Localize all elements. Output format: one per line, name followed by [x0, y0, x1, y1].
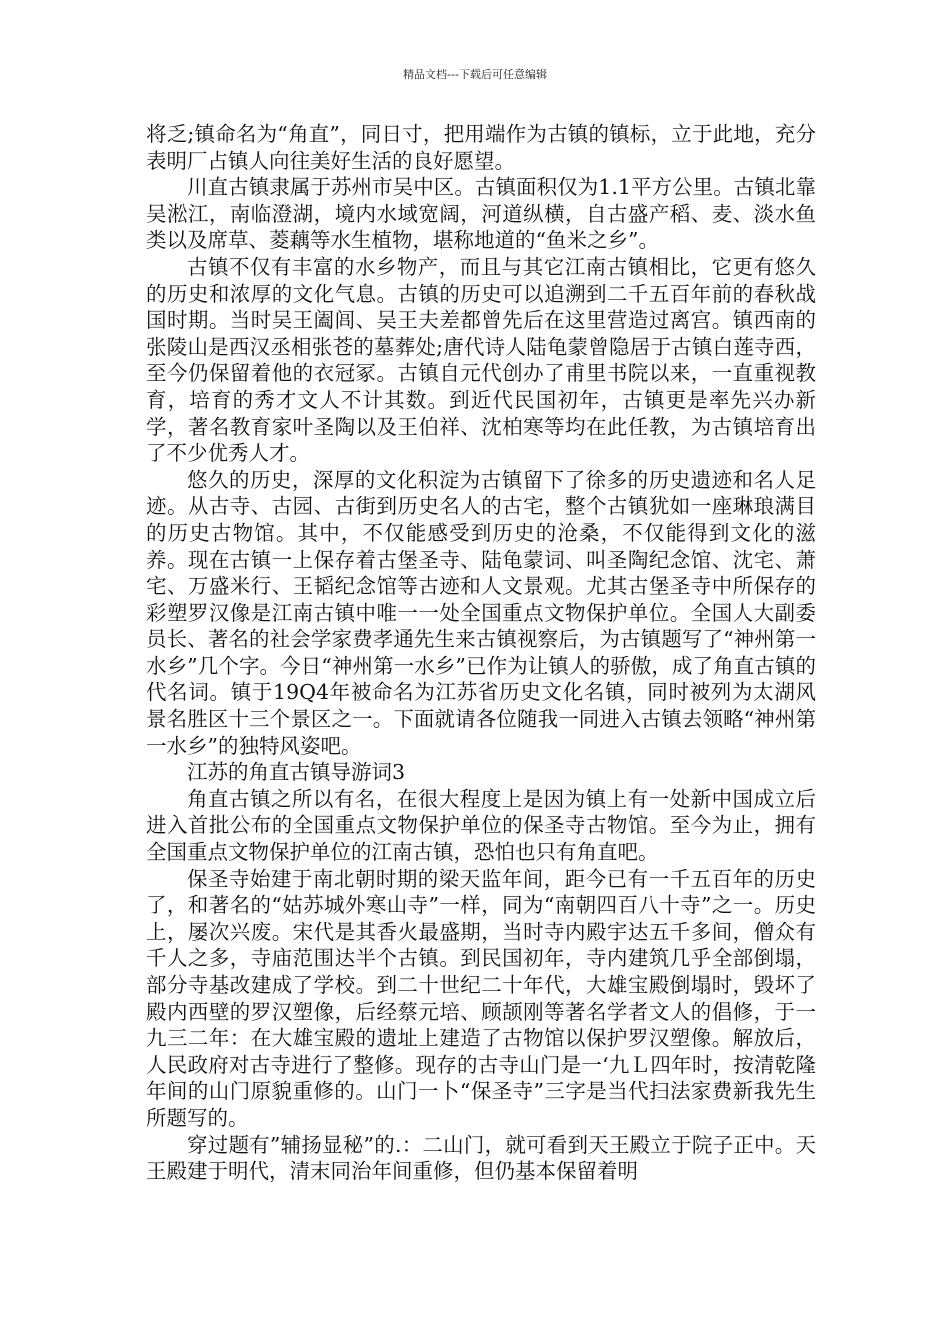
paragraph-7: 穿过题有”辅扬显秘”的.：二山门，就可看到天王殿立于院子正中。天王殿建于明代，清末同治年间重修，但仍基本保留着明 [146, 1132, 816, 1184]
paragraph-5: 角直古镇之所以有名，在很大程度上是因为镇上有一处新中国成立后进入首批公布的全国重点文物保护单位的保圣寺古物馆。至今为止，拥有全国重点文物保护单位的江南古镇，恐怕也只有角直吧。 [146, 786, 816, 865]
paragraph-6: 保圣寺始建于南北朝时期的梁天监年间，距今已有一千五百年的历史了，和著名的“姑苏城外寒山寺”一样，同为“南朝四百八十寺”之一。历史上，屡次兴废。宋代是其香火最盛期，当时寺内殿宇达五千多间，僧众有千人之多，寺庙范围达半个古镇。到民国初年，寺内建筑几乎全部倒塌，部分寺基改建成了学校。到二十世纪二十年代，大雄宝殿倒塌时，毁坏了殿内西壁的罗汉塑像，后经蔡元培、顾颉刚等著名学者文人的倡修，于一九三二年：在大雄宝殿的遗址上建造了古物馆以保护罗汉塑像。解放后，人民政府对古寺进行了整修。现存的古寺山门是一‘九Ｌ四年时，按清乾隆年间的山门原貌重修的。山门一卜“保圣寺”三字是当代扫法家费新我先生所题写的。 [146, 866, 816, 1130]
document-body [146, 121, 816, 1185]
paragraph-4: 悠久的历史，深厚的文化积淀为古镇留下了徐多的历史遗迹和名人足迹。从古寺、古园、古街到历史名人的古宅，整个古镇犹如一座琳琅满目的历史古物馆。其中，不仅能感受到历史的沧桑，不仅能得到文化的滋养。现在古镇一上保存着古堡圣寺、陆龟蒙词、叫圣陶纪念馆、沈宅、萧宅、万盛米行、王韬纪念馆等古迹和人文景观。尤其古堡圣寺中所保存的彩塑罗汉像是江南古镇中唯一一处全国重点文物保护单位。全国人大副委员长、著名的社会学家费孝通先生来古镇视察后，为古镇题写了“神州第一水乡”几个字。今日“神州第一水乡”已作为让镇人的骄傲，成了角直古镇的代名词。镇于19Q4年被命名为江苏省历史文化名镇，同时被列为太湖风景名胜区十三个景区之一。下面就请各位随我一同进入古镇去领略“神州第一水乡”的独特风姿吧。 [146, 467, 816, 758]
paragraph-1: 将乏;镇命名为“角直”，同日寸，把用端作为古镇的镇标，立于此地，充分表明厂占镇人向往美好生活的良好愿望。 [146, 122, 816, 173]
paragraph-3: 古镇不仅有丰富的水乡物产，而且与其它江南古镇相比，它更有悠久的历史和浓厚的文化气息。古镇的历史可以追溯到二千五百年前的春秋战国时期。当时吴王阖闾、吴王夫差都曾先后在这里营造过离宫。镇西南的张陵山是西汉丞相张苍的墓葬处;唐代诗人陆龟蒙曾隐居于古镇白莲寺西，至今仍保留着他的衣冠冢。古镇自元代创办了甫里书院以来，一直重视教育，培育的秀才文人不计其数。到近代民国初年，古镇更是率先兴办新学，著名教育家叶圣陶以及王伯祥、沈柏寒等均在此任教，为古镇培育出了不少优秀人才。 [146, 254, 816, 466]
page-header: 精品文档---下载后可任意编辑 [403, 68, 547, 81]
section-heading: 江苏的角直古镇导游词3 [187, 760, 406, 785]
paragraph-2: 川直古镇隶属于苏州市吴中区。古镇面积仅为1.1平方公里。古镇北靠吴淞江，南临澄湖，境内水域宽阔，河道纵横，自古盛产稻、麦、淡水鱼类以及席草、菱藕等水生植物，堪称地道的“鱼米之乡”。 [146, 175, 816, 253]
